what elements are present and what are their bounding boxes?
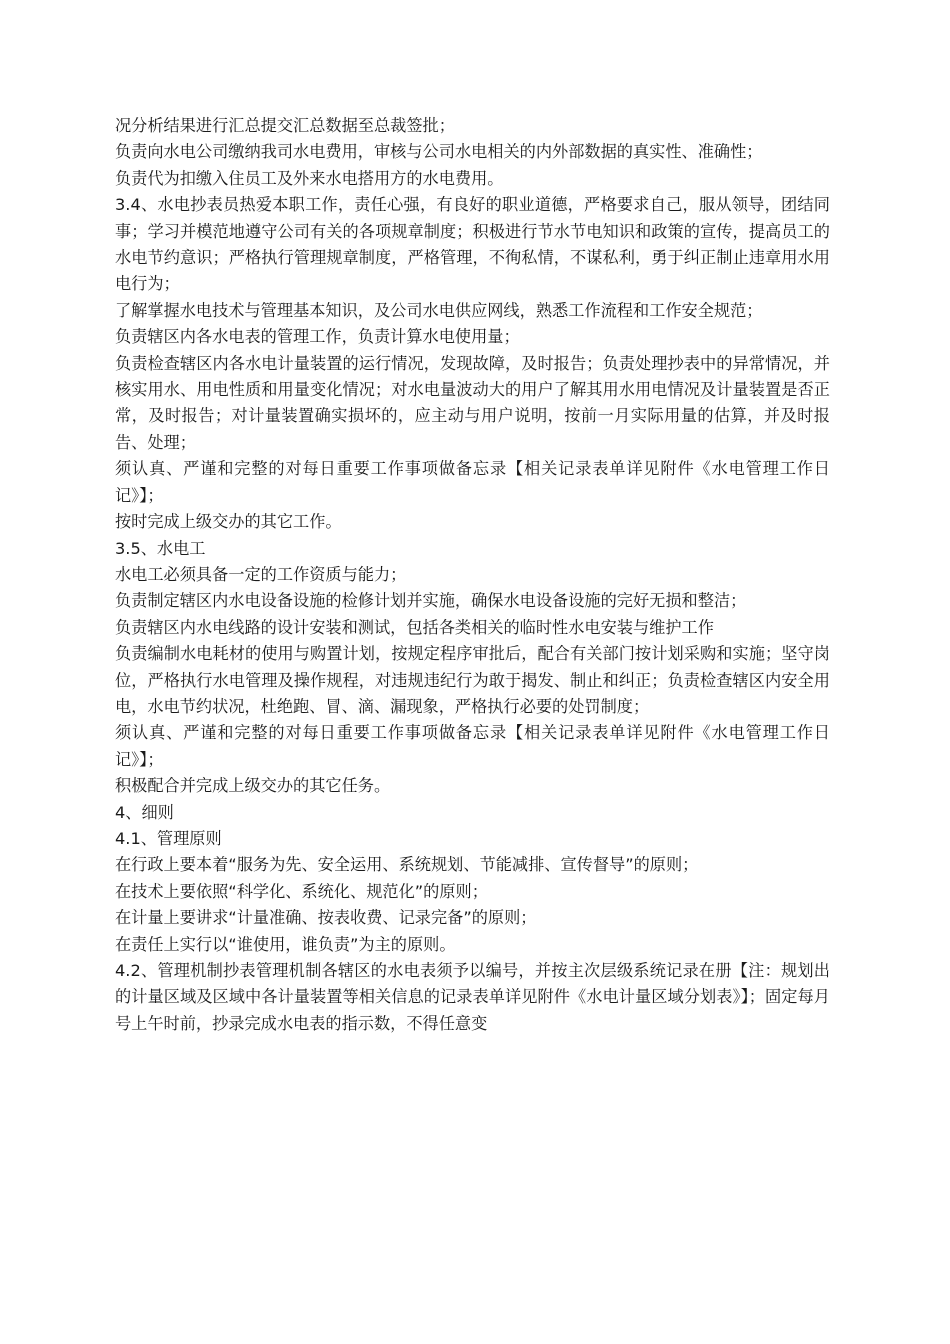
- document-page: [115, 113, 830, 1037]
- paragraph-7: 负责检查辖区内各水电计量装置的运行情况，发现故障，及时报告；负责处理抄表中的异常情况，并核实用水、用电性质和用量变化情况；对水电量波动大的用户了解其用水用电情况及计量装置是否正常，及时报告；对计量装置确实损坏的，应主动与用户说明，按前一月实际用量的估算，并及时报告、处理；: [115, 353, 830, 452]
- paragraph-3: 负责代为扣缴入住员工及外来水电搭用方的水电费用。: [115, 168, 504, 188]
- section-heading-4: 4、细则: [115, 802, 174, 822]
- paragraph-14: 负责编制水电耗材的使用与购置计划，按规定程序审批后，配合有关部门按计划采购和实施；坚守岗位，严格执行水电管理及操作规程，对违规违纪行为敢于揭发、制止和纠正；负责检查辖区内安全用电，水电节约状况，杜绝跑、冒、滴、漏现象，严格执行必要的处罚制度；: [115, 644, 830, 716]
- paragraph-13: 负责辖区内水电线路的设计安装和测试，包括各类相关的临时性水电安装与维护工作: [115, 617, 714, 637]
- paragraph-15: 须认真、严谨和完整的对每日重要工作事项做备忘录【相关记录表单详见附件《水电管理工作日记》】；: [115, 723, 830, 769]
- paragraph-5: 了解掌握水电技术与管理基本知识，及公司水电供应网线，熟悉工作流程和工作安全规范；: [115, 300, 763, 320]
- paragraph-16: 积极配合并完成上级交办的其它任务。: [115, 776, 391, 796]
- paragraph-1: 况分析结果进行汇总提交汇总数据至总裁签批；: [115, 116, 455, 135]
- section-heading-4-1: 4.1、管理原则: [115, 828, 222, 848]
- paragraph-22: 在责任上实行以“谁使用，谁负责”为主的原则。: [115, 934, 456, 954]
- paragraph-9: 按时完成上级交办的其它工作。: [115, 512, 342, 532]
- section-heading-3-5: 3.5、水电工: [115, 538, 206, 558]
- paragraph-20: 在技术上要依照“科学化、系统化、规范化”的原则；: [115, 881, 488, 901]
- paragraph-21: 在计量上要讲求“计量准确、按表收费、记录完备”的原则；: [115, 908, 537, 928]
- paragraph-19: 在行政上要本着“服务为先、安全运用、系统规划、节能减排、宣传督导”的原则；: [115, 855, 699, 875]
- paragraph-2: 负责向水电公司缴纳我司水电费用，审核与公司水电相关的内外部数据的真实性、准确性；: [115, 142, 763, 162]
- paragraph-8: 须认真、严谨和完整的对每日重要工作事项做备忘录【相关记录表单详见附件《水电管理工作日记》】；: [115, 459, 830, 505]
- paragraph-11: 水电工必须具备一定的工作资质与能力；: [115, 564, 407, 584]
- paragraph-4: 3.4、水电抄表员热爱本职工作，责任心强，有良好的职业道德，严格要求自己，服从领导，团结同事；学习并模范地遵守公司有关的各项规章制度；积极进行节水节电知识和政策的宣传，提高员工的水电节约意识；严格执行管理规章制度，严格管理，不徇私情，不谋私利，勇于纠正制止违章用水用电行为；: [115, 195, 830, 294]
- paragraph-23: 4.2、管理机制抄表管理机制各辖区的水电表须予以编号，并按主次层级系统记录在册【注：规划出的计量区域及区域中各计量装置等相关信息的记录表单详见附件《水电计量区域分划表》】；固定每月号上午时前，抄录完成水电表的指示数，不得任意变: [115, 961, 830, 1033]
- paragraph-12: 负责制定辖区内水电设备设施的检修计划并实施，确保水电设备设施的完好无损和整洁；: [115, 591, 747, 611]
- paragraph-6: 负责辖区内各水电表的管理工作，负责计算水电使用量；: [115, 327, 520, 347]
